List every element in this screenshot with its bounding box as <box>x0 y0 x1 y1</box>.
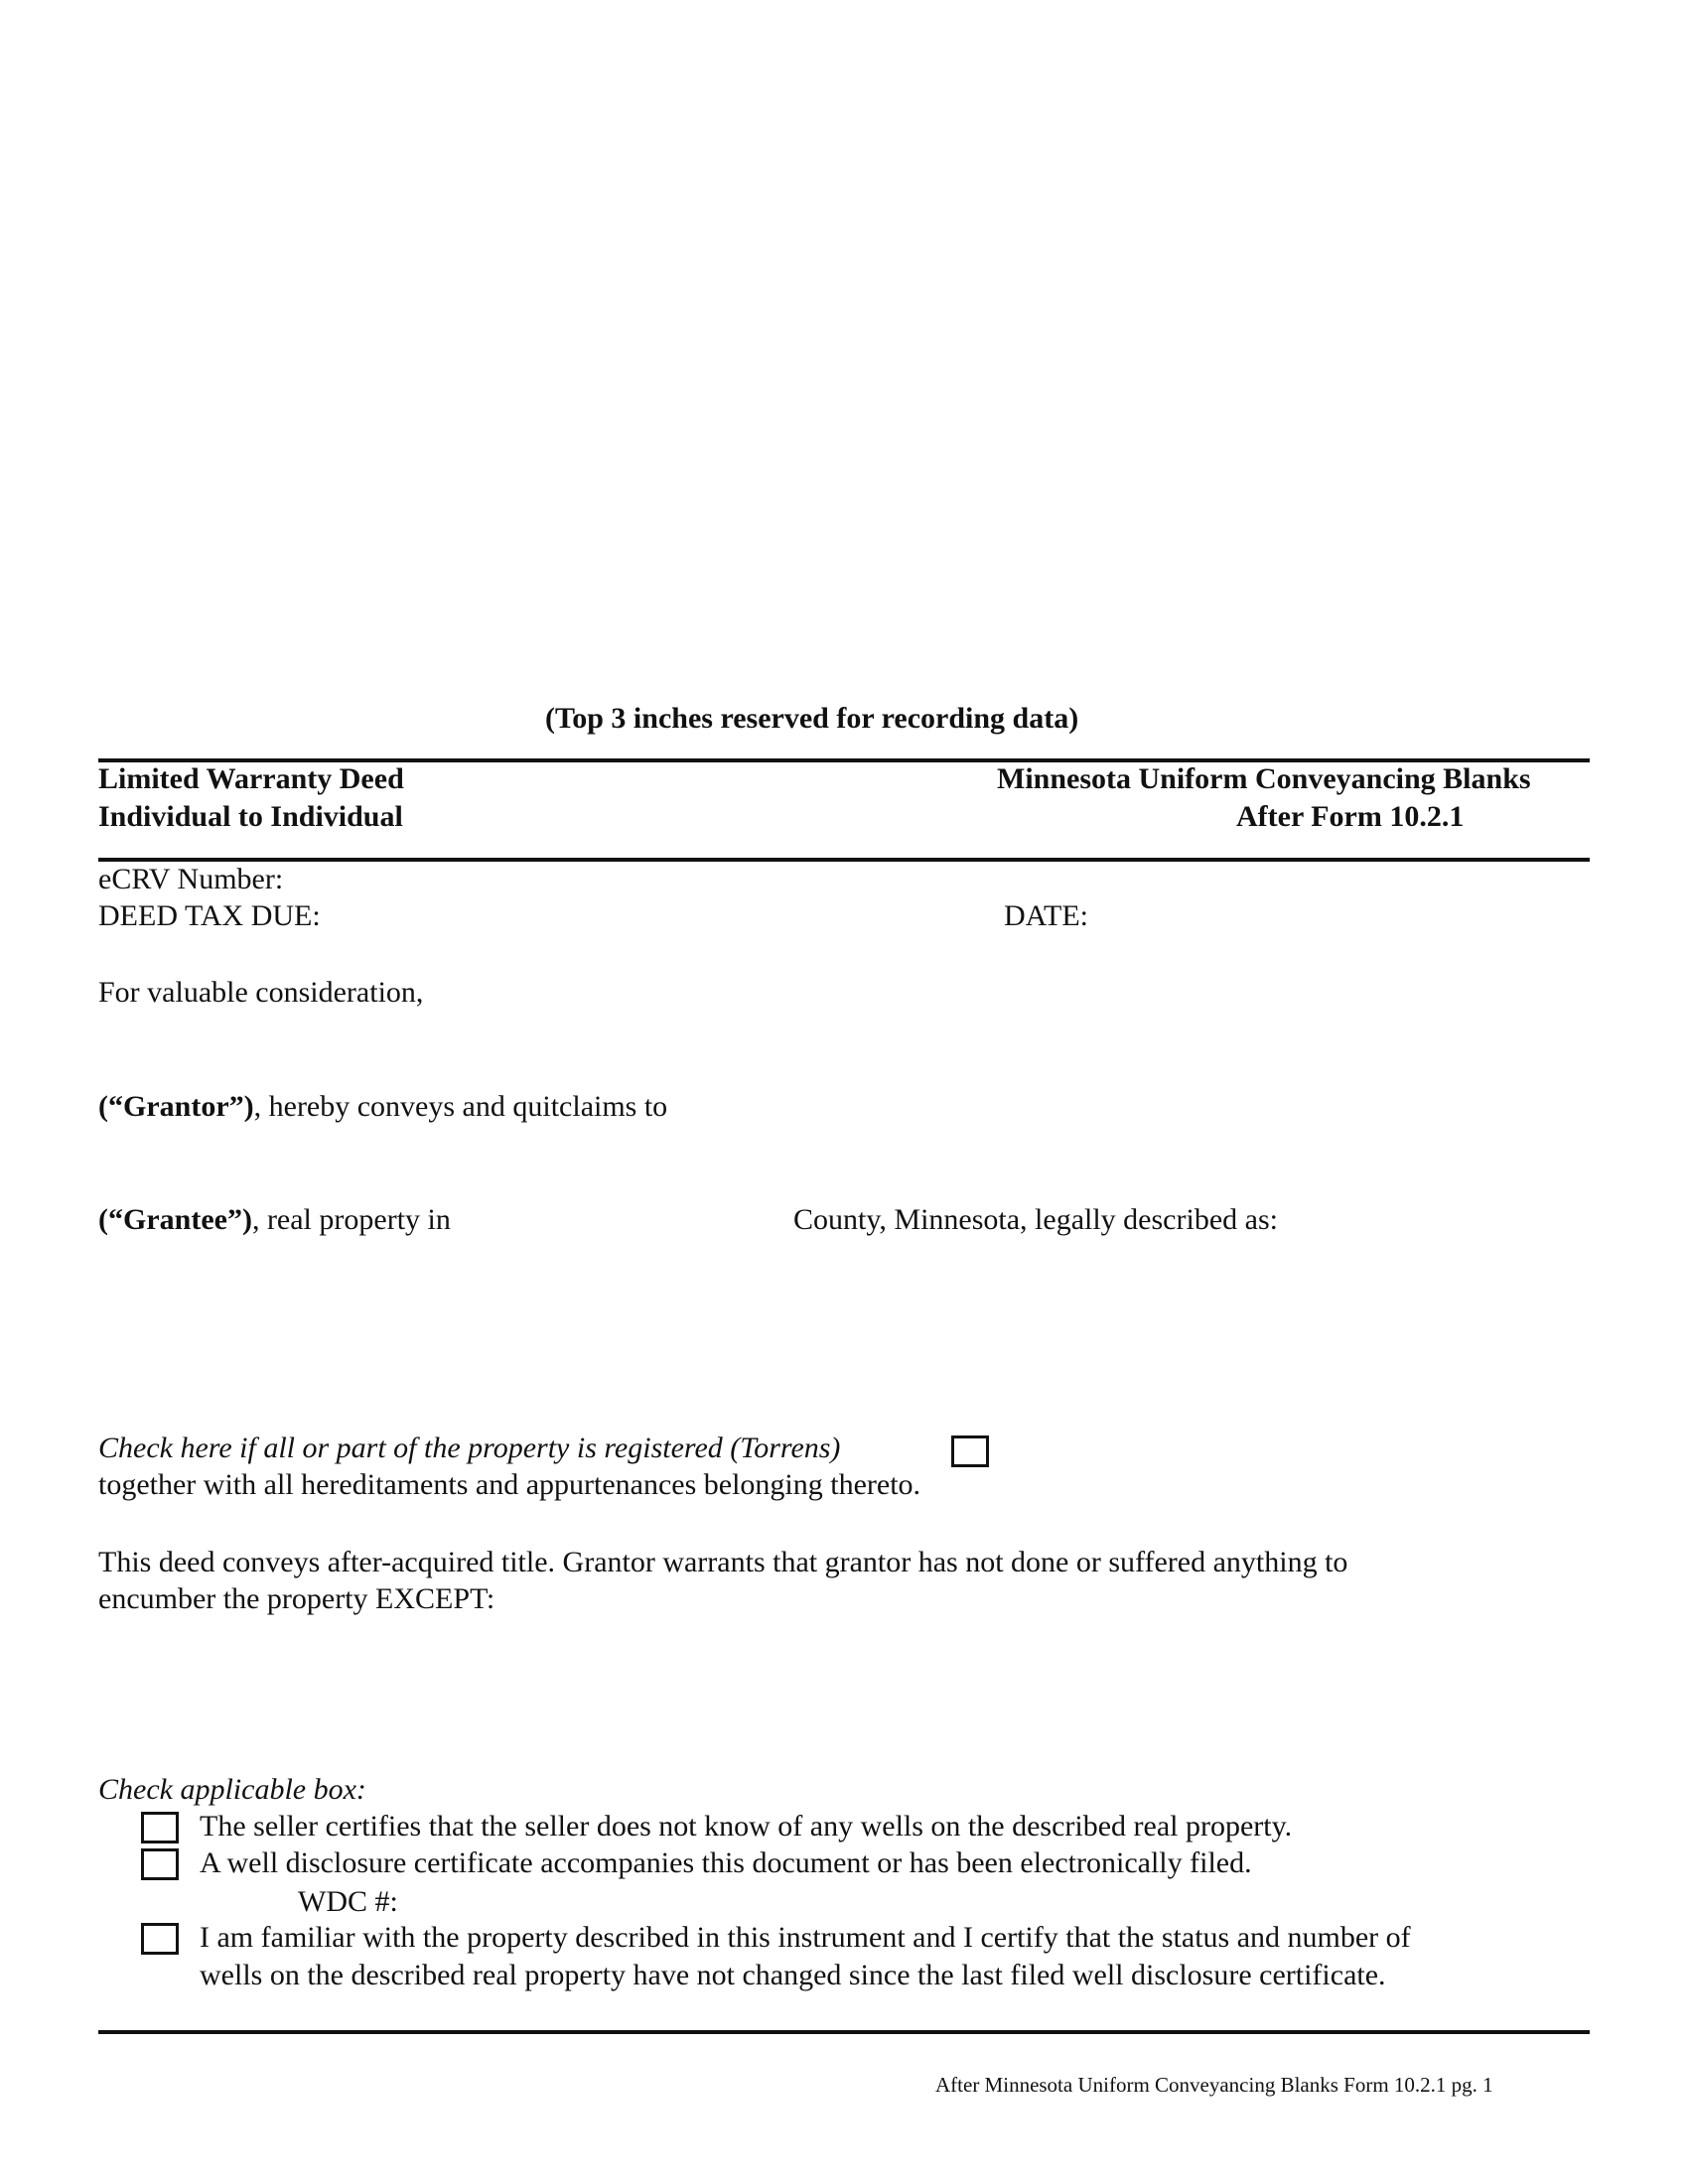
date-label: DATE: <box>1004 899 1088 932</box>
grantee-clause-text: , real property in <box>251 1203 451 1236</box>
grantor-clause-text: , hereby conveys and quitclaims to <box>253 1090 668 1123</box>
grantor-term: (“Grantor”) <box>98 1090 254 1123</box>
wdc-number-label: WDC #: <box>298 1885 398 1918</box>
grantee-term: (“Grantee”) <box>98 1203 252 1236</box>
grantor-clause <box>98 1089 667 1125</box>
consideration-text: For valuable consideration, <box>98 976 424 1009</box>
deed-tax-due-label: DEED TAX DUE: <box>98 899 321 932</box>
form-number: After Form 10.2.1 <box>1236 800 1465 833</box>
header-bottom-rule <box>98 858 1590 862</box>
ecrv-number-label: eCRV Number: <box>98 863 284 895</box>
well-certificate-text: A well disclosure certificate accompanies this document or has been electronically filed. <box>200 1846 1252 1879</box>
well-certificate-checkbox[interactable] <box>141 1848 179 1880</box>
torrens-check-text: Check here if all or part of the property is registered (Torrens) <box>98 1432 841 1464</box>
form-subtitle: Individual to Individual <box>98 800 403 833</box>
after-acquired-text-line1: This deed conveys after-acquired title. Grantor warrants that grantor has not done or suffered anything to <box>98 1546 1348 1578</box>
no-wells-checkbox[interactable] <box>141 1812 179 1843</box>
footer-rule <box>98 2030 1590 2034</box>
wells-heading: Check applicable box: <box>98 1773 366 1806</box>
torrens-checkbox[interactable] <box>951 1435 989 1467</box>
form-series: Minnesota Uniform Conveyancing Blanks <box>997 762 1531 795</box>
after-acquired-text-line2: encumber the property EXCEPT: <box>98 1582 495 1615</box>
footer-page-label: After Minnesota Uniform Conveyancing Blanks Form 10.2.1 pg. 1 <box>935 2073 1493 2097</box>
wells-unchanged-text-line2: wells on the described real property have not changed since the last filed well disclosure certificate. <box>200 1959 1386 1991</box>
hereditaments-text: together with all hereditaments and appurtenances belonging thereto. <box>98 1468 921 1501</box>
form-title: Limited Warranty Deed <box>98 762 404 795</box>
wells-unchanged-checkbox[interactable] <box>141 1923 179 1955</box>
reserved-note: (Top 3 inches reserved for recording data) <box>545 702 1079 735</box>
county-legal-description-text: County, Minnesota, legally described as: <box>793 1203 1278 1236</box>
wells-unchanged-text-line1: I am familiar with the property described in this instrument and I certify that the status and number of <box>200 1921 1411 1954</box>
no-wells-text: The seller certifies that the seller does not know of any wells on the described real property. <box>200 1810 1293 1843</box>
grantee-clause <box>98 1202 451 1238</box>
